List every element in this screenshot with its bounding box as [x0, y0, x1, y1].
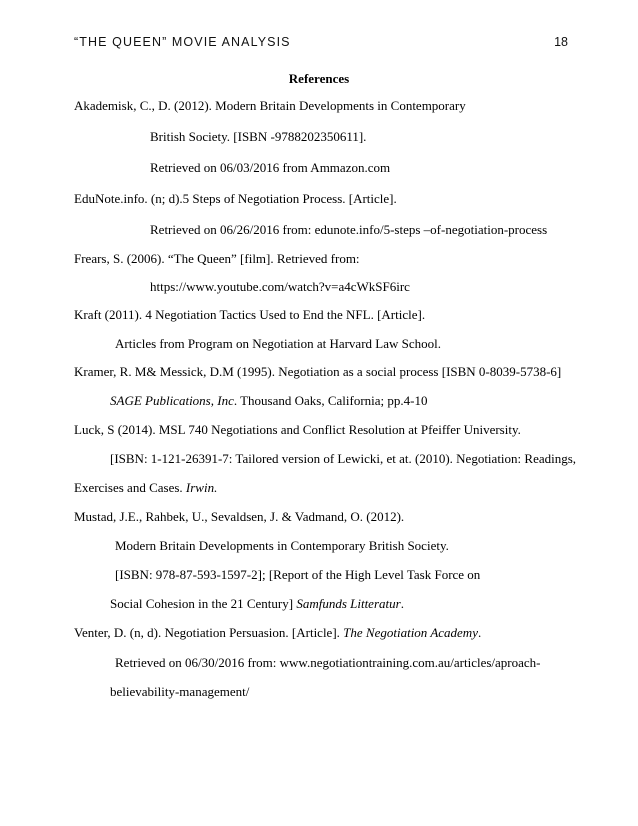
- reference-line: [ISBN: 978-87-593-1597-2]; [Report of the High Level Task Force on: [115, 567, 481, 582]
- reference-italic-text: SAGE Publications, Inc: [110, 393, 234, 408]
- reference-line: Articles from Program on Negotiation at Harvard Law School.: [115, 336, 441, 351]
- reference-text: Social Cohesion in the 21 Century]: [110, 596, 297, 611]
- reference-line: [74, 625, 481, 641]
- running-header: [74, 35, 568, 55]
- reference-line: Frears, S. (2006). “The Queen” [film]. Retrieved from:: [74, 251, 360, 266]
- reference-line: Kramer, R. M& Messick, D.M (1995). Negotiation as a social process [ISBN 0-8039-5738-6]: [74, 364, 562, 379]
- running-head-title: “THE QUEEN” MOVIE ANALYSIS: [74, 35, 291, 49]
- reference-line: [ISBN: 1-121-26391-7: Tailored version of Lewicki, et at. (2010). Negotiation: Readings,: [110, 451, 577, 466]
- references-heading: References: [288, 71, 350, 86]
- reference-line: EduNote.info. (n; d).5 Steps of Negotiation Process. [Article].: [74, 191, 397, 206]
- reference-italic-text: The Negotiation Academy: [343, 625, 478, 640]
- reference-line: Mustad, J.E., Rahbek, U., Sevaldsen, J. & Vadmand, O. (2012).: [74, 509, 405, 524]
- reference-italic-text: Samfunds Litteratur: [296, 596, 401, 611]
- reference-line: https://www.youtube.com/watch?v=a4cWkSF6irc: [150, 279, 410, 294]
- reference-line: Kraft (2011). 4 Negotiation Tactics Used to End the NFL. [Article].: [74, 307, 426, 322]
- reference-text: Venter, D. (n, d). Negotiation Persuasion. [Article].: [74, 625, 344, 640]
- reference-text: Exercises and Cases.: [74, 480, 186, 495]
- reference-line: [110, 393, 428, 409]
- reference-line: Modern Britain Developments in Contemporary British Society.: [115, 538, 449, 553]
- reference-line: [74, 480, 217, 496]
- reference-line: Retrieved on 06/30/2016 from: www.negotiationtraining.com.au/articles/aproach-: [115, 655, 541, 670]
- reference-line: believability-management/: [110, 684, 250, 699]
- reference-line: [110, 596, 404, 612]
- reference-line: Retrieved on 06/03/2016 from Ammazon.com: [150, 160, 391, 175]
- reference-text: .: [477, 625, 482, 640]
- reference-text: .: [400, 596, 404, 611]
- reference-line: Luck, S (2014). MSL 740 Negotiations and Conflict Resolution at Pfeiffer University.: [74, 422, 521, 437]
- reference-line: Retrieved on 06/26/2016 from: edunote.info/5-steps –of-negotiation-process: [150, 222, 548, 237]
- reference-line: Akademisk, C., D. (2012). Modern Britain Developments in Contemporary: [74, 98, 466, 113]
- page-number: 18: [554, 35, 568, 49]
- reference-text: . Thousand Oaks, California; pp.4-10: [233, 393, 428, 408]
- reference-line: British Society. [ISBN -9788202350611].: [150, 129, 367, 144]
- reference-italic-text: Irwin.: [185, 480, 218, 495]
